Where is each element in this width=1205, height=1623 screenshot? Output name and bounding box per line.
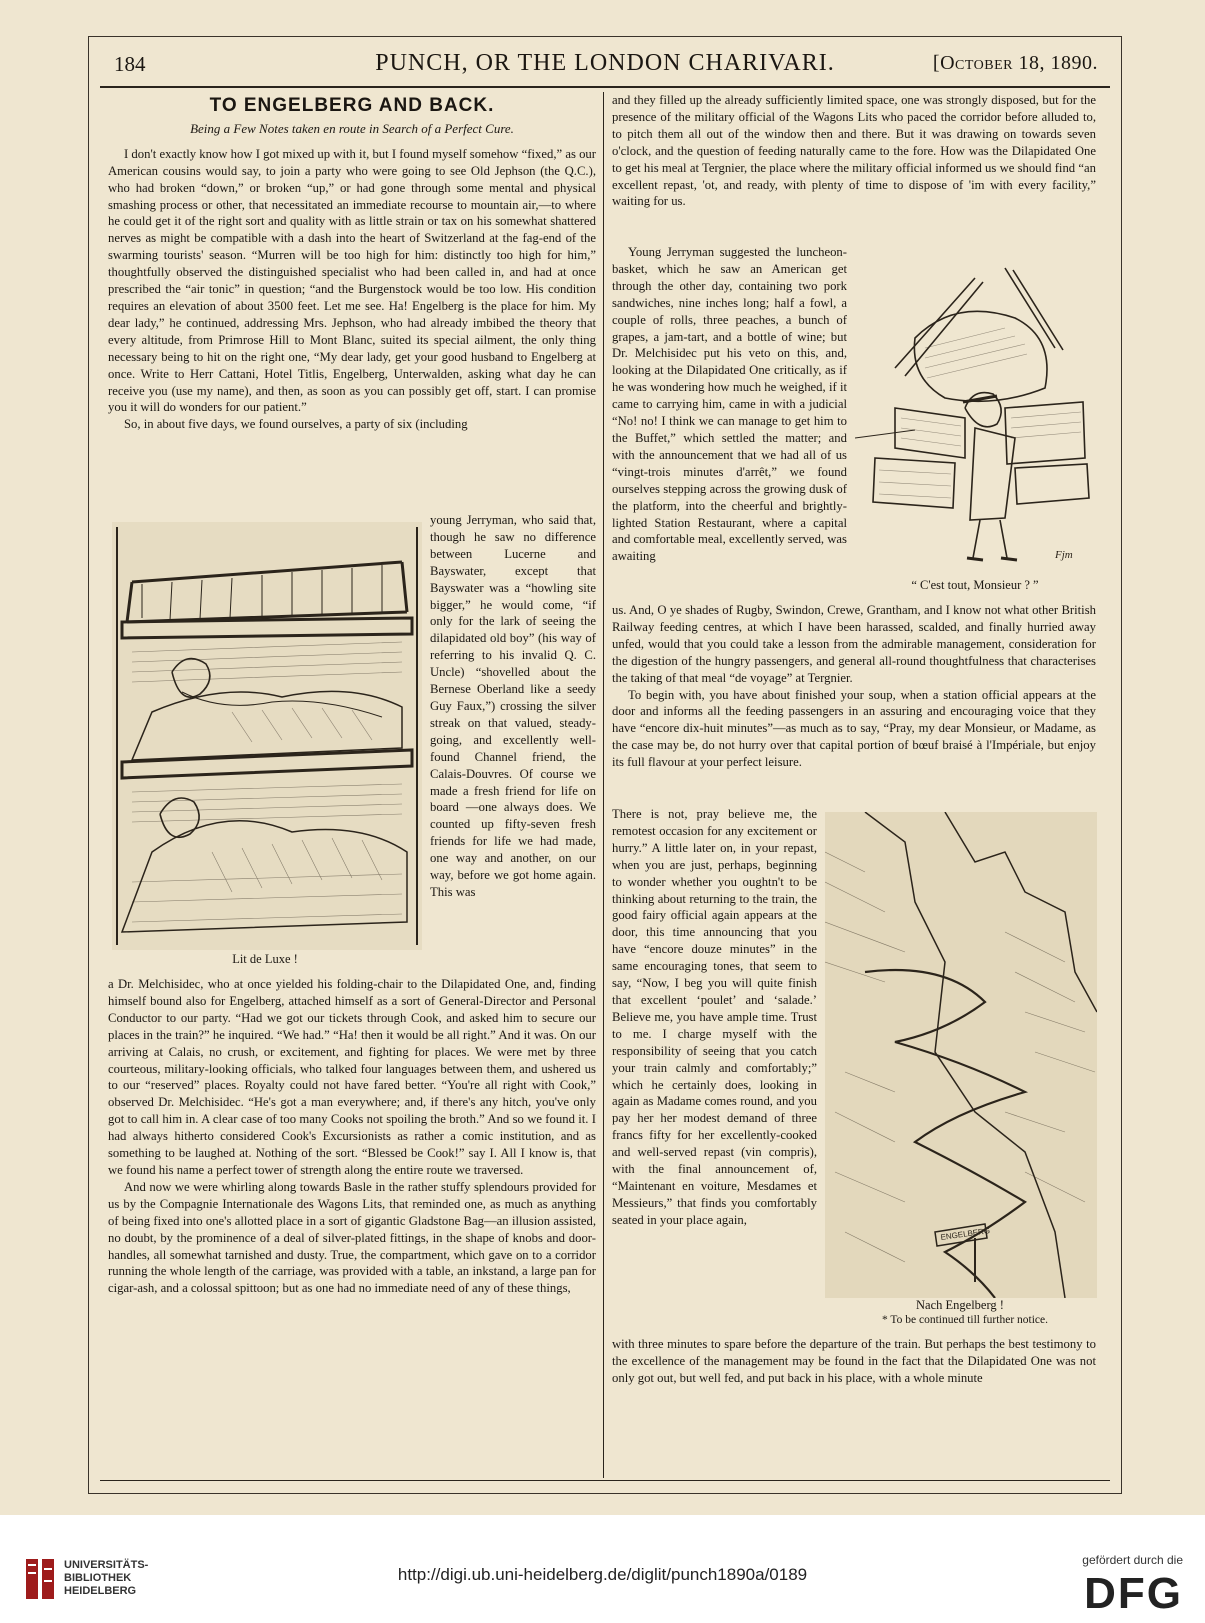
berth-caption: Lit de Luxe ! bbox=[232, 952, 298, 966]
left-column-top bbox=[108, 95, 596, 433]
paragraph: with three minutes to spare before the departure of the train. But perhaps the best testimony to the excellence of the management may be found in the fact that the Dilapidated One was not only got out, but well fed, and put back in his place, with a whole minute bbox=[612, 1337, 1096, 1385]
header-rule bbox=[100, 86, 1110, 88]
left-column-wrap bbox=[430, 512, 596, 901]
paragraph: and they filled up the already sufficiently limited space, one was strongly disposed, but for the presence of the military official of the Wagons Lits who paced the corridor before alluded to, to pitch them all out of the window then and there. But it was drawing on towards seven o'clock, and the question of feeding naturally came to the fore. How was the Dilapidated One to get his meal at Tergnier, the place where the military official informed us we should find “an excellent repast, 'ot, and ready, with plenty of time to dispose of 'im with every facility,” waiting for us. bbox=[612, 93, 1096, 209]
paragraph: There is not, pray believe me, the remotest occasion for any excitement or hurry.” A little later on, in your repast, when you are just, perhaps, beginning to wonder whether you oughtn't to be thinking about returning to the train, the good fairy official again appears at the door, this time announcing that you have “encore douze minutes” in the same encouraging tones, that seem to say, “Now, I beg you will quite finish that excellent ‘poulet’ and ‘salade.’ Believe me, you have ample time. Trust to me. I charge myself with the responsibility of seeing that you catch your train calmly and comfortably;” which he certainly does, looking in again as Madame comes round, and you pay her her modest demand of three francs fifty for her excellently-cooked and well-served repast (vin compris), with the final announcement of, “Maintenant en voiture, Mesdames et Messieurs,” that finds you comfortably seated in your place again, bbox=[612, 807, 817, 1227]
paragraph: us. And, O ye shades of Rugby, Swindon, Crewe, Grantham, and I know not what other British Railway feeding centres, at which I have been harassed, scalded, and finally hurried away unfed, would that you could take a lesson from the admirable management, consideration for the digestion of the hungry passengers, and general all-round thoughtfulness that characterises the taking of that meal “de voyage” at Tergnier. bbox=[612, 603, 1096, 685]
svg-text:Fjm: Fjm bbox=[1055, 549, 1073, 561]
right-column-bottom bbox=[612, 1336, 1096, 1387]
engelberg-sign-text: ENGELBERG bbox=[940, 1226, 991, 1242]
porter-caption: “ C'est tout, Monsieur ? ” bbox=[911, 578, 1039, 592]
page-number: 184 bbox=[114, 52, 146, 76]
mountain-caption: Nach Engelberg ! bbox=[916, 1298, 1004, 1312]
issue-date: [October 18, 1890. bbox=[932, 52, 1098, 74]
dfg-logo: DFG bbox=[1084, 1569, 1183, 1618]
page-header bbox=[100, 50, 1110, 84]
right-column-wrap-2 bbox=[612, 806, 817, 1229]
paragraph: I don't exactly know how I got mixed up with it, but I found myself somehow “fixed,” as our American cousins would say, to join a party who were going to see Old Jephson (the Q.C.), who had broken “down,” or broken “up,” or had gone through some mental and physical smashing process or other, that necessitated an immediate recourse to mountain air,—to where he could get it of the right sort and quality with as little strain or tax on his somewhat shattered nerves as might be compatible with a dash into the heart of Switzerland at the fag-end of the swarming tourists' season. “Murren will be too high for him: distinctly too high for him,” thoughtfully observed the distinguished specialist who had been called in, and had at once prescribed the “air tonic” in question; “and the Burgenstock would be too low. His condition requires an elevation of about 3500 feet. Let me see. Ha! Engelberg is the place for him. My dear lady,” he continued, addressing Mrs. Jephson, who had already imbibed the theory that every altitude, from Primrose Hill to Mont Blanc, suited its special ailment, the only thing necessary being to hit on the right one, “My dear lady, get your good husband to Engelberg at once. Write to Herr Cattani, Hotel Titlis, Engelberg, Unterwalden, asking what day he can receive you (use my name), and then, as soon as you can possibly get off, start. I can promise you it will do wonders for our patient.” bbox=[108, 146, 596, 415]
footer-rule bbox=[100, 1480, 1110, 1481]
paragraph: So, in about five days, we found ourselves, a party of six (including bbox=[124, 417, 468, 432]
funder-block[interactable] bbox=[1043, 1553, 1183, 1618]
berth-illustration bbox=[112, 522, 422, 950]
page-url[interactable]: http://digi.ub.uni-heidelberg.de/diglit/punch1890a/0189 bbox=[397, 1565, 808, 1584]
article-title: TO ENGELBERG AND BACK. bbox=[209, 95, 495, 116]
paragraph: Young Jerryman suggested the luncheon-basket, which he saw an American get through the other day, containing two pork sandwiches, nine inches long; half a fowl, a couple of rolls, three peaches, a bunch of grapes, a jam-tart, and a bottle of wine; but Dr. Melchisidec put his veto on this, and, looking at the Dilapidated One critically, as if he was wondering how much he weighed, if it came to carrying him, came in with a judicial “No! no! I think we can manage to get him to the Buffet,” which settled the matter; and with the announcement that we had all of us “vingt-trois minutes d'arrêt,” we found ourselves stepping across the growing dusk of the platform, into the cheerful and brightly-lighted Station Restaurant, where a capital and comfortable meal, excellently served, was awaiting bbox=[612, 245, 847, 564]
porter-illustration bbox=[855, 258, 1097, 584]
publication-title: PUNCH, OR THE LONDON CHARIVARI. bbox=[375, 50, 835, 76]
right-column-wrap-1 bbox=[612, 244, 847, 565]
mountain-illustration bbox=[825, 812, 1097, 1298]
paragraph: And now we were whirling along towards Basle in the rather stuffy splendours provided for us by the Compagnie Internationale des Wagons Lits, that reminded one, as much as anything of being fixed into one's allotted place in a sort of gigantic Gladstone Bag—an illusion assisted, no doubt, by the prominence of a deal of silver-plated fittings, in the shape of knobs and door-handles, all somewhat tarnished and dusty. True, the compartment, which gave on to a corridor running the whole length of the carriage, was provided with a table, an inkstand, a large pan for cigar-ash, and a colossal spittoon; but as one had no immediate need of any of these things, bbox=[108, 1179, 596, 1296]
paragraph: a Dr. Melchisidec, who at once yielded his folding-chair to the Dilapidated One, and, finding himself bound also for Engelberg, attached himself as a sort of General-Director and Personal Conductor to our party. “Had we got our tickets through Cook, and asked him to secure our places in the train?” he inquired. “We had.” “Ha! then it would be all right.” And it was. On our arriving at Calais, no crush, or excitement, and fighting for places. We were met by three courteous, military-looking officials, who talked four languages between them, and ushered us to our “reserved” places. Royalty could not have fared better. “You're all right with Cook,” observed Dr. Melchisidec. “He's got a man everywhere; and, if there's any hitch, you've only got to call him in. A clear case of too many Cooks not spoiling the broth.” And so we found it. I had always hitherto considered Cook's Excursionists as rather a comic institution, and as something to be laughed at. Nothing of the sort. “Blessed be Cook!” say I. All I know is, that we found his name a perfect tower of strength along the entire route we traversed. bbox=[108, 977, 596, 1177]
library-name: UNIVERSITÄTS- BIBLIOTHEK HEIDELBERG bbox=[64, 1559, 149, 1597]
right-column-mid bbox=[612, 602, 1096, 771]
continued-note: * To be continued till further notice. bbox=[881, 1314, 1048, 1326]
funded-by-label: gefördert durch die bbox=[1082, 1553, 1183, 1567]
paragraph: To begin with, you have about finished your soup, when a station official appears at the door and informs all the feeding passengers in an assuring and encouraging voice that they have “encore dix-huit minutes”—as much as to say, “Pray, my dear Monsieur, or Madame, as the case may be, do not hurry over that capital portion of bœuf braisé à l'Impériale, but enjoy its full flavour at your perfect leisure. bbox=[612, 687, 1096, 770]
paragraph: young Jerryman, who said that, though he saw no difference between Lucerne and Bayswater, except that Bayswater was a “howling site bigger,” he would come, “if only for the lark of seeing the dilapidated old boy” (his way of referring to his invalid Q. C. Uncle) “shovelled about the Bernese Oberland like a seedy Guy Faux,”) crossing the silver streak on that valued, steady-going, and excellently well-found Channel friend, the Calais-Douvres. Of course we made a fresh friend for life on board —one always does. We counted up fifty-seven fresh friends for life we had made, one way and another, on our way, before we got home again. This was bbox=[430, 513, 596, 899]
left-column-bottom bbox=[108, 976, 596, 1297]
viewer-footer bbox=[0, 1515, 1205, 1623]
column-divider bbox=[603, 92, 604, 1478]
right-column-top bbox=[612, 92, 1096, 210]
article-subtitle: Being a Few Notes taken en route in Search of a Perfect Cure. bbox=[190, 120, 514, 136]
